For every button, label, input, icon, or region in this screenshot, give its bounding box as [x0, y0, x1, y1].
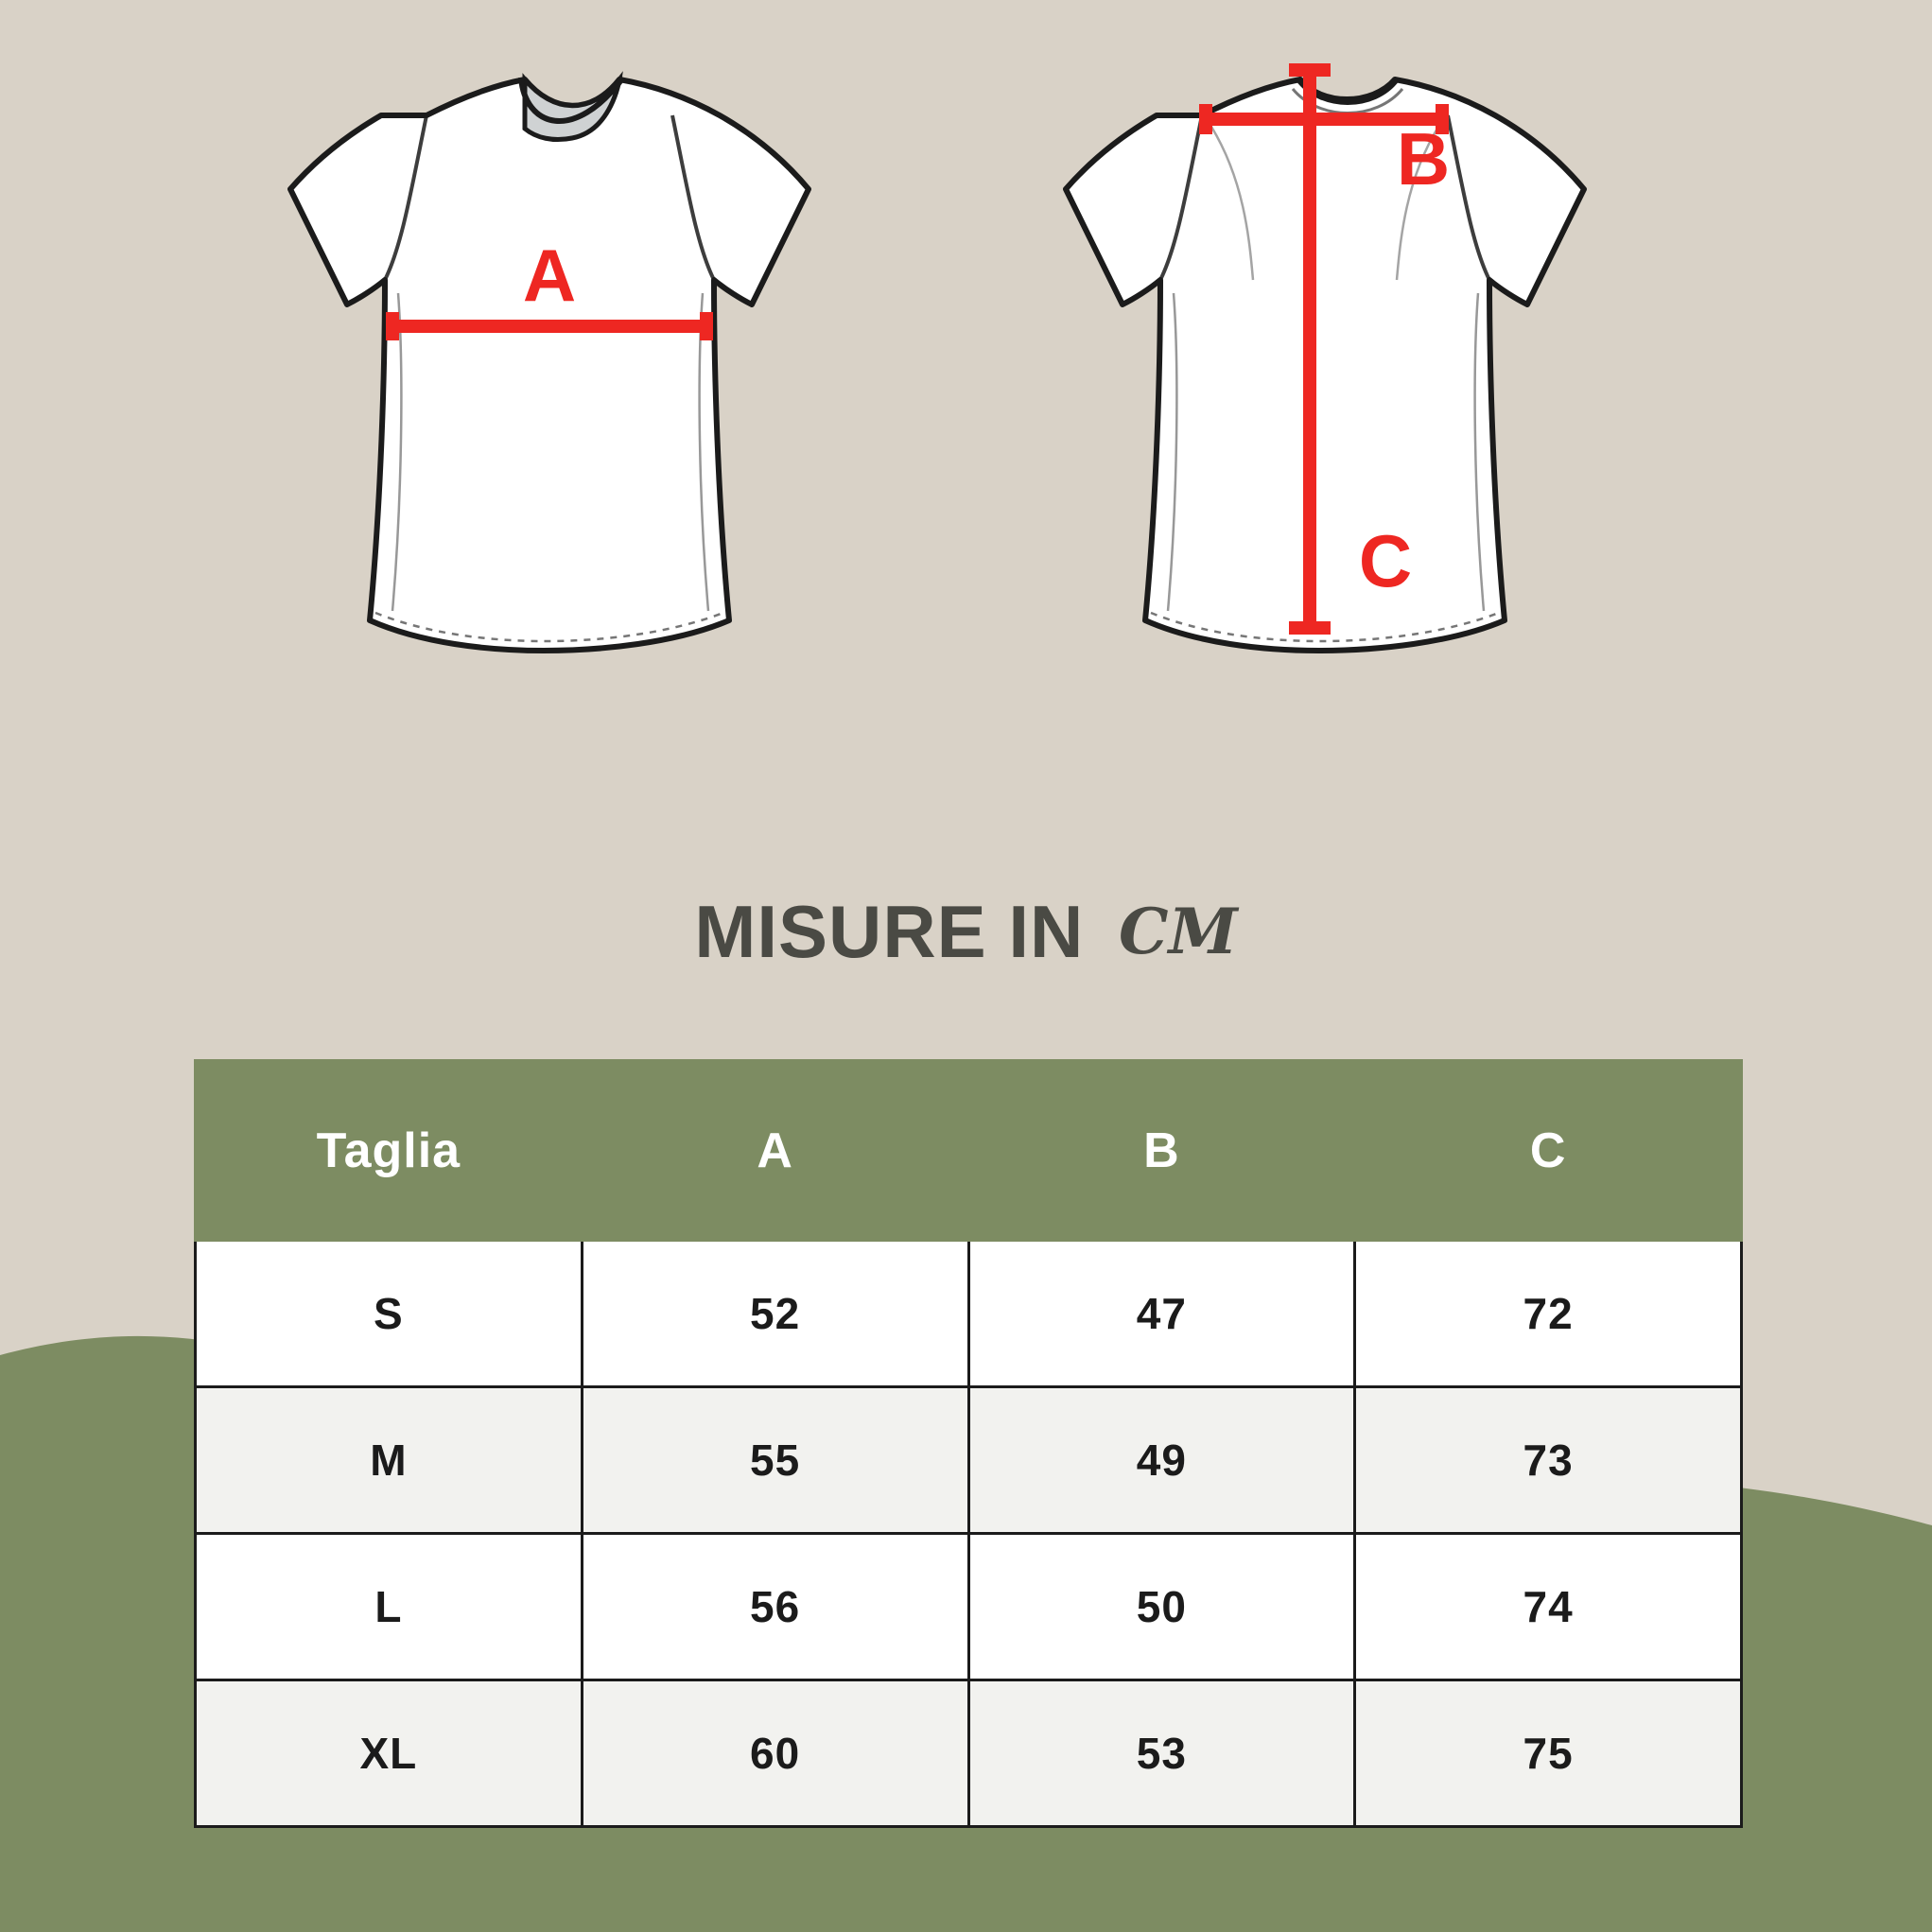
cell-c: 73: [1355, 1387, 1742, 1534]
shirt-front-body: [290, 78, 809, 651]
cell-size: XL: [196, 1680, 583, 1827]
table-header-b: B: [968, 1061, 1355, 1241]
chart-title: [0, 889, 1932, 975]
shirt-illustrations: [0, 57, 1932, 851]
cell-a: 52: [582, 1241, 968, 1387]
cell-b: 53: [968, 1680, 1355, 1827]
size-table-wrapper: [194, 1059, 1743, 1828]
cell-b: 49: [968, 1387, 1355, 1534]
size-table: [194, 1059, 1743, 1828]
measure-label-c: C: [1358, 519, 1413, 602]
table-header-size: Taglia: [196, 1061, 583, 1241]
cell-size: L: [196, 1534, 583, 1680]
cell-a: 60: [582, 1680, 968, 1827]
cell-c: 75: [1355, 1680, 1742, 1827]
measure-label-b: B: [1396, 117, 1451, 200]
table-row: [196, 1680, 1742, 1827]
cell-a: 56: [582, 1534, 968, 1680]
cell-size: S: [196, 1241, 583, 1387]
table-header-row: [196, 1061, 1742, 1241]
chart-title-unit: CM: [1119, 895, 1238, 968]
table-row: [196, 1534, 1742, 1680]
shirt-back-body: [1066, 79, 1584, 651]
cell-size: M: [196, 1387, 583, 1534]
measure-label-a: A: [522, 234, 577, 317]
cell-b: 47: [968, 1241, 1355, 1387]
cell-c: 72: [1355, 1241, 1742, 1387]
table-header-a: A: [582, 1061, 968, 1241]
cell-c: 74: [1355, 1534, 1742, 1680]
t-shirt-front-illustration: [241, 57, 846, 719]
table-row: [196, 1387, 1742, 1534]
t-shirt-back-illustration: [1017, 57, 1622, 719]
table-header-c: C: [1355, 1061, 1742, 1241]
chart-title-main: MISURE IN: [694, 890, 1085, 973]
cell-b: 50: [968, 1534, 1355, 1680]
table-row: [196, 1241, 1742, 1387]
cell-a: 55: [582, 1387, 968, 1534]
